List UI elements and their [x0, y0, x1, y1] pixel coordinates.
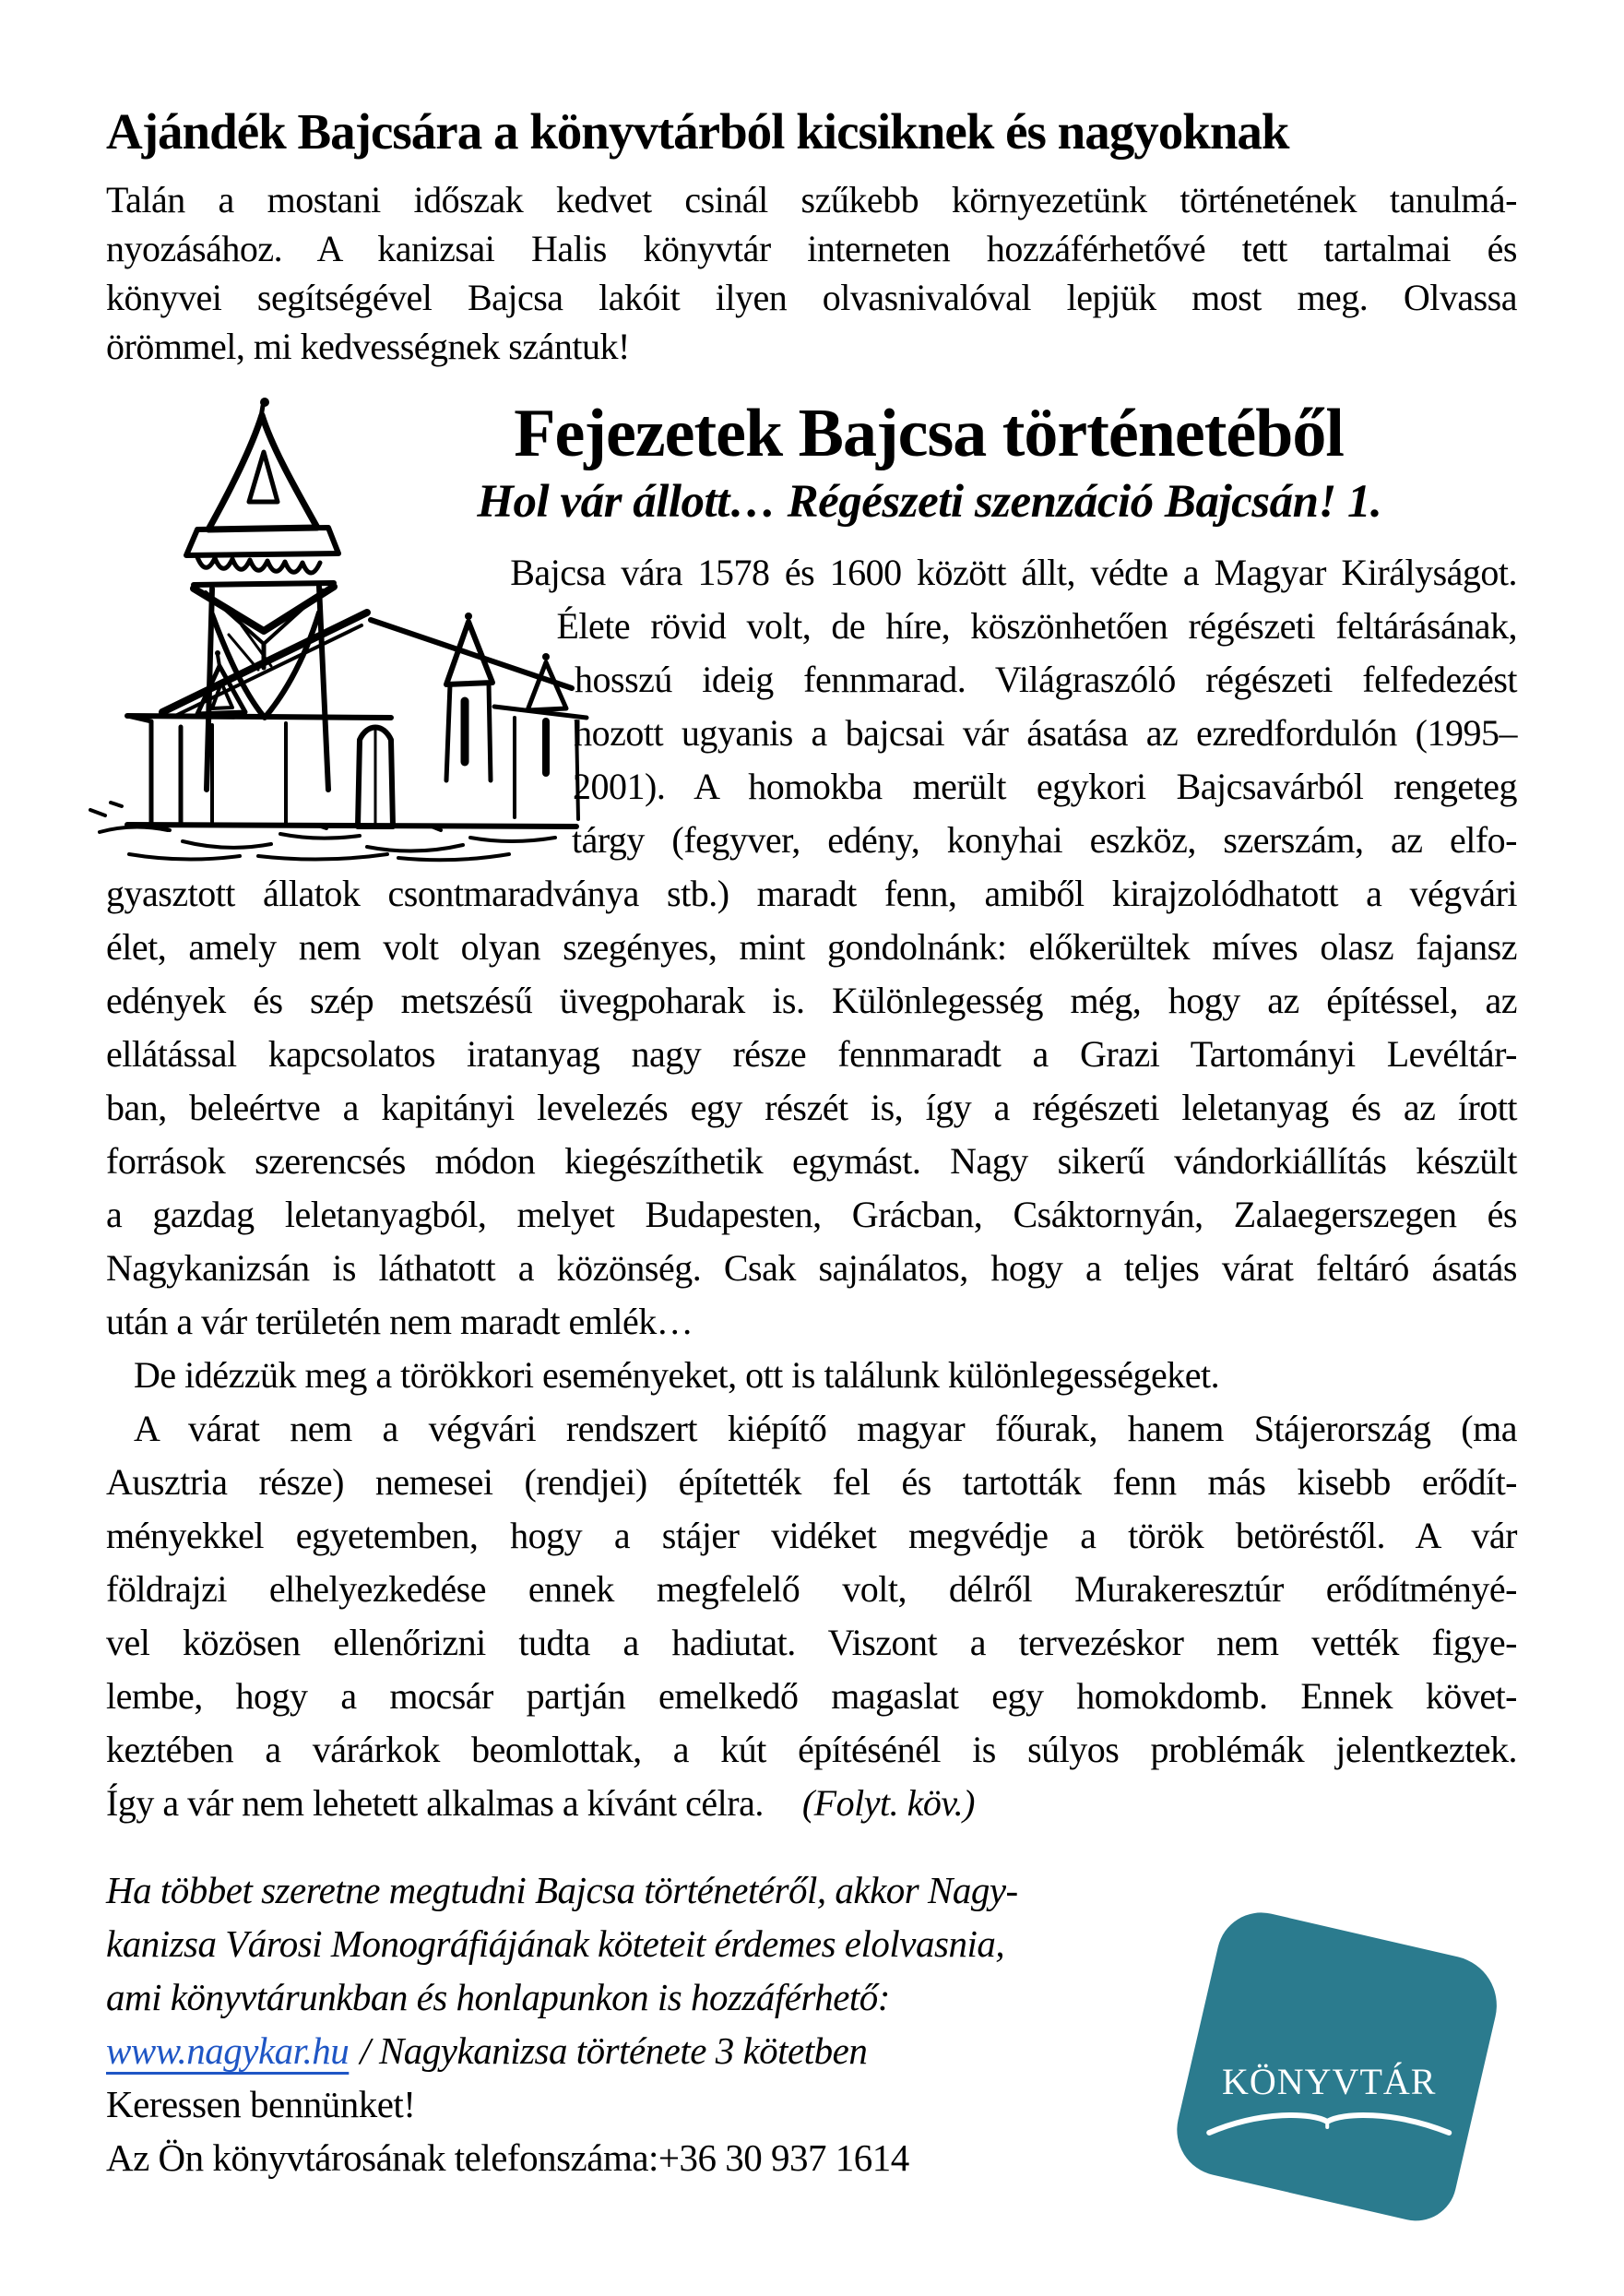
library-logo [1194, 1933, 1480, 2200]
text-line: 2001). A homokba merült egykori Bajcsavárból rengeteg [573, 766, 1517, 807]
closing-text: Így a vár nem lehetett alkalmas a kívánt célra. [106, 1782, 764, 1824]
text-line: földrajzi elhelyezkedése ennek megfelelő volt, délről Murakeresztúr erődítményé- [106, 1568, 1517, 1610]
logo-inner [1203, 2063, 1454, 2140]
text-line: lembe, hogy a mocsár partján emelkedő magaslat egy homokdomb. Ennek követ- [106, 1675, 1517, 1717]
open-book-icon [1203, 2103, 1454, 2140]
continuation-note: (Folyt. köv.) [801, 1782, 975, 1824]
closing-line [106, 1777, 1517, 1830]
text-line: kanizsa Városi Monográfiájának köteteit érdemes elolvasnia, [106, 1922, 1005, 1965]
church-sketch-illustration [74, 393, 590, 863]
intro-paragraph [106, 175, 1517, 371]
text-line: Nagykanizsán is láthatott a közönség. Csak sajnálatos, hogy a teljes várat feltáró ásatás [106, 1247, 1517, 1289]
text-line: Talán a mostani időszak kedvet csinál szűkebb környezetünk történetének tanulmá- [106, 179, 1517, 220]
text-line: Élete rövid volt, de híre, köszönhetően régészeti feltárásának, [556, 605, 1517, 647]
article-subheading: Hol vár állott… Régészeti szenzáció Bajcsán! 1. [477, 476, 1382, 528]
text-line: után a vár területén nem maradt emlék… [106, 1301, 693, 1342]
text-line: ményekkel egyetemben, hogy a stájer vidéket megvédje a török betöréstől. A vár [106, 1515, 1517, 1556]
footer-section [106, 1863, 1222, 2184]
librarian-phone: Az Ön könyvtárosának telefonszáma:+36 30 937 1614 [106, 2136, 909, 2179]
nagykar-link[interactable]: www.nagykar.hu [106, 2029, 350, 2072]
text-line: hosszú ideig fennmarad. Világraszóló régészeti felfedezést [575, 659, 1517, 700]
text-line: edények és szép metszésű üvegpoharak is. Különlegesség még, hogy az építéssel, az [106, 980, 1517, 1021]
text-line: a gazdag leletanyagból, melyet Budapesten, Grácban, Csáktornyán, Zalaegerszegen és [106, 1194, 1517, 1235]
logo-card [1168, 1904, 1506, 2229]
church-illustration [74, 393, 590, 863]
text-line: hozott ugyanis a bajcsai vár ásatása az ezredfordulón (1995– [574, 712, 1517, 754]
page-content [106, 0, 1517, 2184]
page-title: Ajándék Bajcsára a könyvtárból kicsiknek és nagyoknak [106, 103, 1289, 160]
text-line: ami könyvtárunkban és honlapunkon is hozzáférhető: [106, 1976, 890, 2018]
link-suffix-text: / Nagykanizsa története 3 kötetben [360, 2029, 868, 2072]
text-line: élet, amely nem volt olyan szegényes, mint gondolnánk: előkerültek míves olasz fajansz [106, 926, 1517, 968]
logo-text: KÖNYVTÁR [1222, 2061, 1437, 2103]
text-line: ellátással kapcsolatos iratanyag nagy része fennmaradt a Grazi Tartományi Levéltár- [106, 1033, 1517, 1075]
link-line [106, 2024, 1222, 2077]
article-heading: Fejezetek Bajcsa történetéből [514, 396, 1344, 471]
text-line: Ha többet szeretne megtudni Bajcsa történetéről, akkor Nagy- [106, 1869, 1018, 1911]
text-line: keztében a várárkok beomlottak, a kút építésénél is súlyos problémák jelentkeztek. [106, 1729, 1517, 1770]
article-section [106, 393, 1517, 1830]
article-paragraph-2: De idézzük meg a törökkori eseményeket, ott is találunk különlegességeket. [134, 1354, 1220, 1396]
text-line: örömmel, mi kedvességnek szántuk! [106, 326, 630, 367]
article-paragraph-3 [106, 1402, 1517, 1777]
text-line: vel közösen ellenőrizni tudta a hadiutat. Viszont a tervezéskor nem vették figye- [106, 1622, 1517, 1663]
text-line: Bajcsa vára 1578 és 1600 között állt, védte a Magyar Királyságot. [510, 552, 1517, 593]
text-line: A várat nem a végvári rendszert kiépítő magyar főurak, hanem Stájerország (ma [134, 1408, 1517, 1449]
text-line: gyasztott állatok csontmaradványa stb.) maradt fenn, amiből kirajzolódhatott a végvári [106, 873, 1517, 914]
text-line: ban, beleértve a kapitányi levelezés egy részét is, így a régészeti leletanyag és az írott [106, 1087, 1517, 1128]
call-to-action: Keressen bennünket! [106, 2083, 416, 2125]
text-line: tárgy (fegyver, edény, konyhai eszköz, szerszám, az elfo- [571, 819, 1517, 861]
text-line: nyozásához. A kanizsai Halis könyvtár interneten hozzáférhetővé tett tartalmai és [106, 228, 1517, 269]
text-line: források szerencsés módon kiegészíthetik egymást. Nagy sikerű vándorkiállítás készült [106, 1140, 1517, 1182]
footer-italic-block [106, 1863, 1222, 2024]
text-line: Ausztria része) nemesei (rendjei) építették fel és tartották fenn más kisebb erődít- [106, 1461, 1517, 1503]
text-line: könyvei segítségével Bajcsa lakóit ilyen olvasnivalóval lepjük most meg. Olvassa [106, 277, 1517, 318]
